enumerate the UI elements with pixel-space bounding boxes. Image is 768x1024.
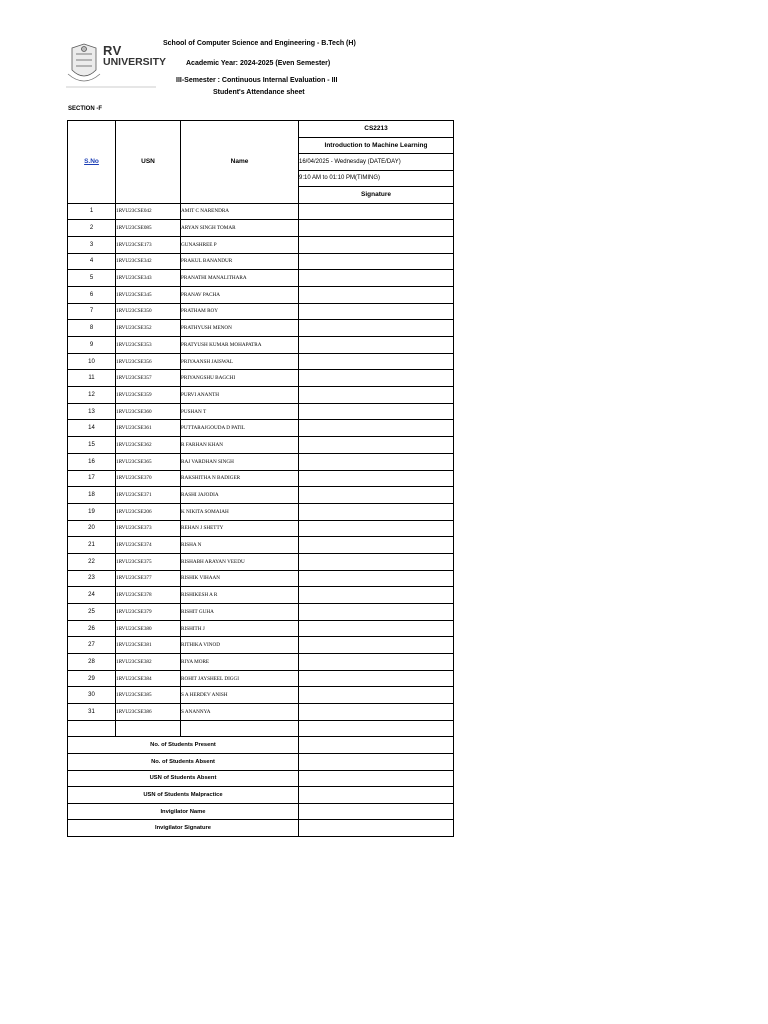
evaluation-title: III-Semester : Continuous Internal Evaluation - III: [176, 77, 338, 84]
table-row: [68, 570, 454, 587]
header-usn: USN: [116, 121, 181, 204]
row-sno: 29: [68, 670, 116, 687]
row-usn: 1RVU23CSE042: [116, 203, 181, 220]
row-name: RAJ VARDHAN SINGH: [181, 453, 299, 470]
row-usn: 1RVU23CSE350: [116, 303, 181, 320]
row-name: REHAN J SHETTY: [181, 520, 299, 537]
row-name: PRANATHI MANALITHARA: [181, 270, 299, 287]
row-sno: 9: [68, 337, 116, 354]
header-name: Name: [181, 121, 299, 204]
row-usn: 1RVU23CSE370: [116, 470, 181, 487]
row-signature-cell[interactable]: [299, 553, 454, 570]
row-signature-cell[interactable]: [299, 503, 454, 520]
row-usn: 1RVU23CSE380: [116, 620, 181, 637]
row-sno: 26: [68, 620, 116, 637]
row-usn: 1RVU23CSE360: [116, 403, 181, 420]
row-usn: 1RVU23CSE353: [116, 337, 181, 354]
row-name: K NIKITA SOMAIAH: [181, 503, 299, 520]
row-usn: 1RVU23CSE343: [116, 270, 181, 287]
row-name: RIYA MORE: [181, 654, 299, 671]
row-name: S A HERDEV ANISH: [181, 687, 299, 704]
row-signature-cell[interactable]: [299, 704, 454, 721]
table-row: [68, 370, 454, 387]
row-name: PRIYANGSHU BAGCHI: [181, 370, 299, 387]
row-sno: 30: [68, 687, 116, 704]
row-signature-cell[interactable]: [299, 520, 454, 537]
table-row: [68, 687, 454, 704]
row-signature-cell[interactable]: [299, 654, 454, 671]
row-usn: 1RVU23CSE362: [116, 437, 181, 454]
row-usn: 1RVU23CSE342: [116, 253, 181, 270]
table-row: [68, 704, 454, 721]
row-usn: 1RVU23CSE385: [116, 687, 181, 704]
table-row: [68, 503, 454, 520]
row-signature-cell[interactable]: [299, 270, 454, 287]
row-usn: 1RVU23CSE361: [116, 420, 181, 437]
table-row: [68, 387, 454, 404]
row-sno: 17: [68, 470, 116, 487]
row-signature-cell[interactable]: [299, 236, 454, 253]
table-row: [68, 520, 454, 537]
row-name: ROHIT JAYSHEEL DIGGI: [181, 670, 299, 687]
footer-usn-malpractice: USN of Students Malpractice: [68, 787, 299, 804]
row-usn: 1RVU23CSE206: [116, 503, 181, 520]
row-sno: 2: [68, 220, 116, 237]
row-name: RISHA N: [181, 537, 299, 554]
table-row: [68, 286, 454, 303]
row-usn: 1RVU23CSE085: [116, 220, 181, 237]
attendance-table: [67, 120, 454, 837]
row-usn: 1RVU23CSE356: [116, 353, 181, 370]
footer-value-cell[interactable]: [299, 820, 454, 837]
row-signature-cell[interactable]: [299, 453, 454, 470]
row-sno: 5: [68, 270, 116, 287]
row-usn: 1RVU23CSE357: [116, 370, 181, 387]
row-sno: 14: [68, 420, 116, 437]
school-title: School of Computer Science and Engineering - B.Tech (H): [163, 40, 356, 47]
table-row: [68, 553, 454, 570]
row-signature-cell[interactable]: [299, 320, 454, 337]
row-usn: 1RVU23CSE375: [116, 553, 181, 570]
row-signature-cell[interactable]: [299, 470, 454, 487]
table-row: [68, 203, 454, 220]
university-logo: [66, 40, 167, 92]
row-signature-cell[interactable]: [299, 537, 454, 554]
row-signature-cell[interactable]: [299, 286, 454, 303]
row-sno: 23: [68, 570, 116, 587]
row-sno: 19: [68, 503, 116, 520]
footer-usn-absent: USN of Students Absent: [68, 770, 299, 787]
table-row: [68, 654, 454, 671]
academic-year: Academic Year: 2024-2025 (Even Semester): [186, 60, 331, 67]
row-sno: 1: [68, 203, 116, 220]
blank-cell: [181, 720, 299, 737]
table-row: [68, 337, 454, 354]
row-signature-cell[interactable]: [299, 337, 454, 354]
signature-header: Signature: [299, 187, 454, 204]
row-sno: 28: [68, 654, 116, 671]
table-row: [68, 437, 454, 454]
row-sno: 12: [68, 387, 116, 404]
footer-invigilator-signature: Invigilator Signature: [68, 820, 299, 837]
row-name: PUSHAN T: [181, 403, 299, 420]
table-row: [68, 403, 454, 420]
table-row: [68, 470, 454, 487]
table-row: [68, 220, 454, 237]
row-sno: 11: [68, 370, 116, 387]
row-name: RISHIT GUHA: [181, 604, 299, 621]
footer-value-cell[interactable]: [299, 737, 454, 754]
row-signature-cell[interactable]: [299, 587, 454, 604]
row-sno: 24: [68, 587, 116, 604]
row-name: PRIYAANSH JAISWAL: [181, 353, 299, 370]
row-sno: 13: [68, 403, 116, 420]
row-usn: 1RVU23CSE386: [116, 704, 181, 721]
row-sno: 10: [68, 353, 116, 370]
row-name: PURVI ANANTH: [181, 387, 299, 404]
sheet-title: Student's Attendance sheet: [213, 89, 305, 96]
section-label: SECTION -F: [68, 106, 102, 112]
row-usn: 1RVU23CSE377: [116, 570, 181, 587]
row-name: RISHIK VIHAAN: [181, 570, 299, 587]
row-name: PRATHYUSH MENON: [181, 320, 299, 337]
table-row: [68, 253, 454, 270]
row-usn: 1RVU23CSE345: [116, 286, 181, 303]
table-row: [68, 270, 454, 287]
row-sno: 20: [68, 520, 116, 537]
table-row: [68, 537, 454, 554]
table-row: [68, 236, 454, 253]
row-signature-cell[interactable]: [299, 620, 454, 637]
row-signature-cell[interactable]: [299, 303, 454, 320]
row-name: RISHABH ARAYAN VEEDU: [181, 553, 299, 570]
footer-students-absent: No. of Students Absent: [68, 754, 299, 771]
row-usn: 1RVU23CSE352: [116, 320, 181, 337]
row-signature-cell[interactable]: [299, 604, 454, 621]
logo-text-rv: RV: [103, 43, 122, 58]
row-name: ARYAN SINGH TOMAR: [181, 220, 299, 237]
row-name: PUTTARAJGOUDA D PATIL: [181, 420, 299, 437]
row-sno: 16: [68, 453, 116, 470]
blank-cell: [116, 720, 181, 737]
table-row: [68, 420, 454, 437]
row-sno: 6: [68, 286, 116, 303]
table-row: [68, 587, 454, 604]
footer-value-cell[interactable]: [299, 803, 454, 820]
table-row: [68, 303, 454, 320]
row-usn: 1RVU23CSE373: [116, 520, 181, 537]
row-name: RISHIKESH A R: [181, 587, 299, 604]
table-row: [68, 670, 454, 687]
row-usn: 1RVU23CSE173: [116, 236, 181, 253]
row-signature-cell[interactable]: [299, 387, 454, 404]
row-name: RISHITH J: [181, 620, 299, 637]
row-usn: 1RVU23CSE365: [116, 453, 181, 470]
row-usn: 1RVU23CSE374: [116, 537, 181, 554]
footer-value-cell[interactable]: [299, 770, 454, 787]
row-name: PRAKUL BANANDUR: [181, 253, 299, 270]
row-sno: 27: [68, 637, 116, 654]
table-row: [68, 487, 454, 504]
row-sno: 3: [68, 236, 116, 253]
footer-value-cell[interactable]: [299, 754, 454, 771]
row-name: PRANAV PACHA: [181, 286, 299, 303]
course-code: CS2213: [299, 121, 454, 138]
row-usn: 1RVU23CSE378: [116, 587, 181, 604]
row-signature-cell[interactable]: [299, 670, 454, 687]
row-signature-cell[interactable]: [299, 353, 454, 370]
row-sno: 8: [68, 320, 116, 337]
table-row: [68, 637, 454, 654]
row-signature-cell[interactable]: [299, 570, 454, 587]
logo-text-university: UNIVERSITY: [103, 56, 167, 68]
row-sno: 22: [68, 553, 116, 570]
row-sno: 18: [68, 487, 116, 504]
row-name: PRATHAM ROY: [181, 303, 299, 320]
table-row: [68, 320, 454, 337]
blank-cell: [68, 720, 116, 737]
header-sno: [68, 121, 116, 204]
row-sno: 4: [68, 253, 116, 270]
table-row: [68, 353, 454, 370]
row-signature-cell[interactable]: [299, 220, 454, 237]
row-signature-cell[interactable]: [299, 687, 454, 704]
row-sno: 7: [68, 303, 116, 320]
row-name: RAKSHITHA N BADIGER: [181, 470, 299, 487]
row-usn: 1RVU23CSE379: [116, 604, 181, 621]
row-sno: 25: [68, 604, 116, 621]
footer-students-present: No. of Students Present: [68, 737, 299, 754]
row-signature-cell[interactable]: [299, 253, 454, 270]
row-name: RITHIKA VINOD: [181, 637, 299, 654]
row-signature-cell[interactable]: [299, 637, 454, 654]
row-usn: 1RVU23CSE381: [116, 637, 181, 654]
row-name: R FARHAN KHAN: [181, 437, 299, 454]
row-usn: 1RVU23CSE359: [116, 387, 181, 404]
blank-cell: [299, 720, 454, 737]
row-sno: 31: [68, 704, 116, 721]
row-usn: 1RVU23CSE371: [116, 487, 181, 504]
row-signature-cell[interactable]: [299, 420, 454, 437]
row-name: AMIT C NARENDRA: [181, 203, 299, 220]
row-name: PRATYUSH KUMAR MOHAPATRA: [181, 337, 299, 354]
row-sno: 21: [68, 537, 116, 554]
footer-value-cell[interactable]: [299, 787, 454, 804]
row-signature-cell[interactable]: [299, 437, 454, 454]
table-row: [68, 604, 454, 621]
row-signature-cell[interactable]: [299, 370, 454, 387]
table-row: [68, 620, 454, 637]
table-row: [68, 453, 454, 470]
exam-date: 16/04/2025 - Wednesday (DATE/DAY): [299, 154, 454, 171]
exam-timing: 9:10 AM to 01:10 PM(TIMING): [299, 170, 454, 187]
row-signature-cell[interactable]: [299, 203, 454, 220]
row-name: S ANANNYA: [181, 704, 299, 721]
row-signature-cell[interactable]: [299, 487, 454, 504]
footer-invigilator-name: Invigilator Name: [68, 803, 299, 820]
row-usn: 1RVU23CSE382: [116, 654, 181, 671]
row-sno: 15: [68, 437, 116, 454]
course-name: Introduction to Machine Learning: [299, 137, 454, 154]
row-name: GUNASHREE P: [181, 236, 299, 253]
row-usn: 1RVU23CSE384: [116, 670, 181, 687]
header-sno-label: S.No: [84, 158, 99, 166]
row-signature-cell[interactable]: [299, 403, 454, 420]
row-name: RASHI JAJODIA: [181, 487, 299, 504]
